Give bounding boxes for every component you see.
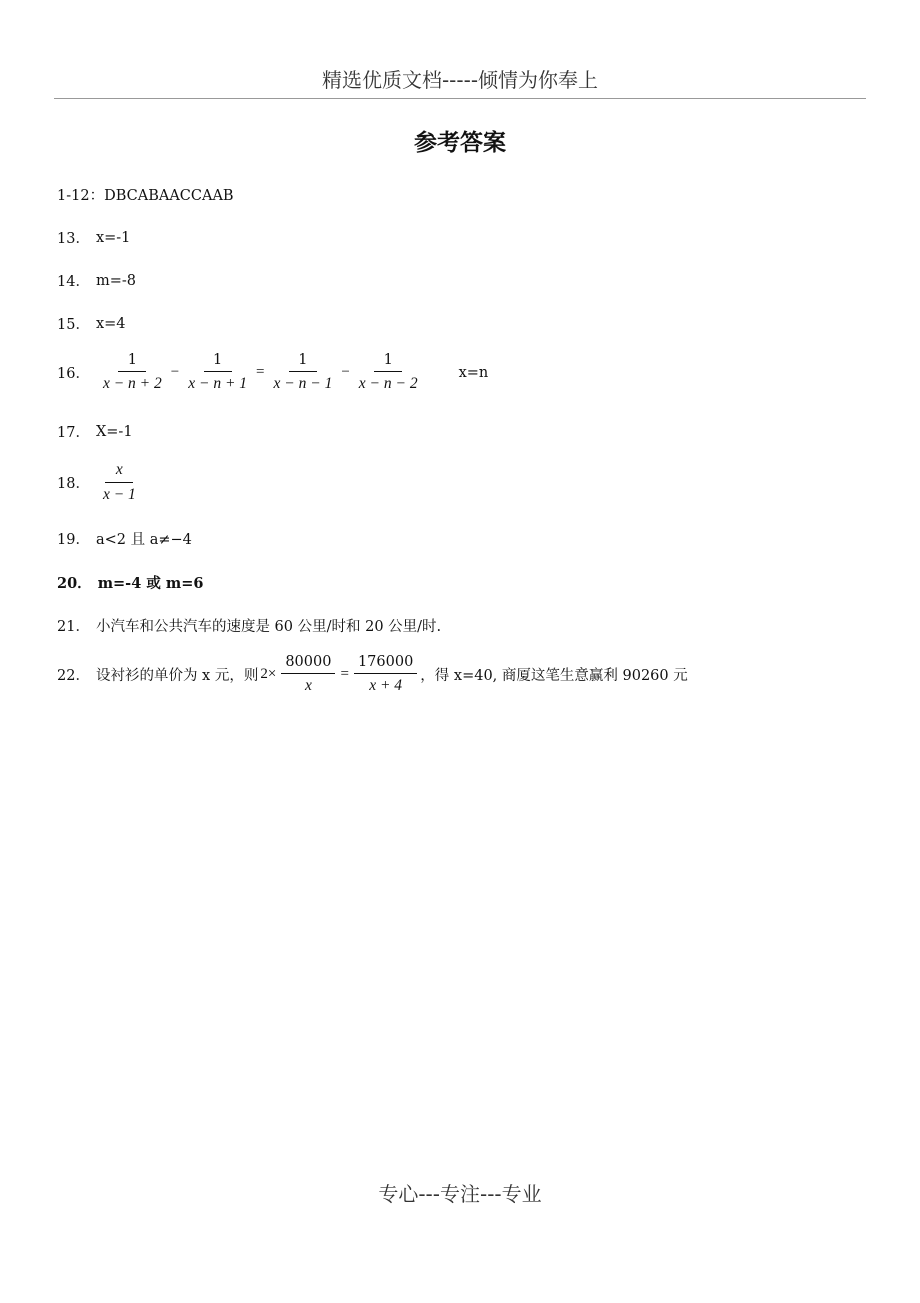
fraction <box>270 352 337 393</box>
answer-number: 21． <box>57 619 90 635</box>
fraction-denominator: x − n + 1 <box>188 375 248 392</box>
fraction <box>355 352 422 393</box>
fraction <box>354 654 417 695</box>
operator: − <box>341 364 350 380</box>
fraction-numerator: 1 <box>118 352 146 372</box>
answer-13 <box>57 227 130 248</box>
fraction-denominator: x + 4 <box>369 677 403 694</box>
answer-18 <box>57 461 143 504</box>
answer-16 <box>57 352 488 393</box>
answer-number: 17． <box>57 425 90 441</box>
fraction-numerator: 80000 <box>281 654 335 674</box>
answer-21 <box>57 615 441 636</box>
fraction-denominator: x <box>304 677 312 694</box>
answer-19 <box>57 528 192 549</box>
operator: − <box>170 364 180 380</box>
header-divider <box>54 98 866 99</box>
fraction <box>99 352 166 393</box>
answer-text: m=-8 <box>95 272 136 289</box>
answer-number: 16． <box>57 366 90 382</box>
fraction-denominator: x − n + 2 <box>102 375 162 392</box>
fraction-denominator: x − n − 2 <box>358 375 418 392</box>
answer-number: 15． <box>57 317 90 333</box>
answer-number: 19． <box>57 532 90 548</box>
page-header-title: 精选优质文档-----倾情为你奉上 <box>321 68 599 92</box>
answer-result: x=n <box>458 364 489 381</box>
answer-text: ，得 x=40, 商厦这笔生意赢利 90260 元 <box>420 668 688 684</box>
fraction-denominator: x − n − 1 <box>273 375 333 392</box>
fraction-numerator: 1 <box>374 352 402 372</box>
fraction-denominator: x − 1 <box>102 486 136 503</box>
answer-17 <box>57 421 133 442</box>
answer-20 <box>57 572 203 593</box>
fraction <box>281 654 335 695</box>
answer-number: 18． <box>57 476 90 492</box>
page-footer: 专心---专注---专业 <box>378 1182 542 1206</box>
answer-text: X=-1 <box>95 423 133 440</box>
fraction-numerator: x <box>105 461 133 483</box>
fraction <box>99 461 140 504</box>
answer-text: 设衬衫的单价为 x 元，则 <box>95 668 259 684</box>
document-title: 参考答案 <box>414 130 506 156</box>
operator: = <box>340 666 349 682</box>
answer-1-12 <box>57 184 234 205</box>
answer-text: a<2 且 a≠−4 <box>95 532 192 548</box>
answer-text: x=-1 <box>95 229 131 246</box>
answer-text: m=-4 或 m=6 <box>97 575 204 592</box>
answer-15 <box>57 313 126 334</box>
answer-22 <box>57 654 688 695</box>
answer-14 <box>57 270 136 291</box>
answer-number: 20． <box>57 575 92 592</box>
operator: = <box>256 364 265 380</box>
answer-text: x=4 <box>95 315 126 332</box>
fraction-numerator: 1 <box>289 352 317 372</box>
fraction-numerator: 176000 <box>354 654 417 674</box>
answer-number: 14． <box>57 274 90 290</box>
answer-text: 1-12：DBCABAACCAAB <box>57 188 234 204</box>
answer-number: 13． <box>57 231 90 247</box>
coefficient: 2× <box>260 666 277 682</box>
answer-number: 22． <box>57 668 90 684</box>
fraction <box>184 352 251 393</box>
answer-text: 小汽车和公共汽车的速度是 60 公里/时和 20 公里/时. <box>95 619 442 635</box>
fraction-numerator: 1 <box>204 352 232 372</box>
